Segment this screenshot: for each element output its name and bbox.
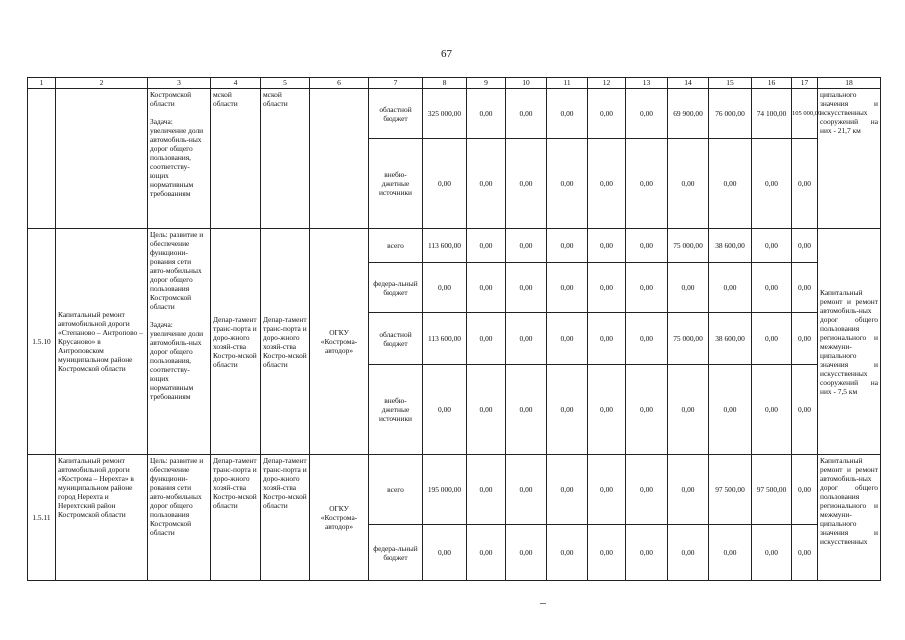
cell-value: 0,00 — [588, 139, 626, 229]
cell-value: 0,00 — [467, 89, 506, 139]
cell-value: 0,00 — [752, 525, 792, 581]
cell-value: 0,00 — [506, 89, 547, 139]
cell-value: 69 900,00 — [668, 89, 709, 139]
cell-value: 0,00 — [588, 313, 626, 365]
cell-source: всего — [369, 455, 423, 525]
cell-name: Капитальный ремонт автомобильной дороги «Кострома – Нерехта» в муниципальном районе город Нерехта и Нерехтский район Костромской области — [56, 455, 148, 581]
cell-value: 75 000,00 — [668, 229, 709, 263]
cell-value: 0,00 — [626, 229, 668, 263]
table-row — [28, 229, 881, 263]
cell-value: 0,00 — [668, 455, 709, 525]
cell-result: ципального значения и искусственных сооружений на них - 21,7 км — [818, 89, 881, 229]
cell-value: 0,00 — [506, 263, 547, 313]
col-header: 1 — [28, 78, 56, 89]
cell-value: 0,00 — [467, 525, 506, 581]
cell-value: 0,00 — [547, 455, 588, 525]
cell-value: 38 600,00 — [709, 229, 752, 263]
header-row — [28, 78, 881, 89]
cell-value: 0,00 — [547, 89, 588, 139]
table-row — [28, 89, 881, 139]
col-header: 8 — [423, 78, 467, 89]
cell-value: 0,00 — [626, 89, 668, 139]
cell-value: 97 500,00 — [752, 455, 792, 525]
col-header: 6 — [310, 78, 369, 89]
cell-value: 0,00 — [709, 365, 752, 455]
cell-value: 0,00 — [467, 365, 506, 455]
cell-participant — [310, 89, 369, 229]
cell-value: 0,00 — [467, 139, 506, 229]
cell-value: 195 000,00 — [423, 455, 467, 525]
cell-value: 0,00 — [467, 313, 506, 365]
cell-executor: мской области — [261, 89, 310, 229]
cell-source: всего — [369, 229, 423, 263]
cell-value: 0,00 — [709, 263, 752, 313]
cell-value: 0,00 — [588, 365, 626, 455]
cell-value: 0,00 — [792, 139, 818, 229]
cell-value: 0,00 — [792, 263, 818, 313]
cell-value: 0,00 — [423, 365, 467, 455]
cell-value: 0,00 — [547, 525, 588, 581]
cell-participant: ОГКУ «Костромa-автодор» — [310, 229, 369, 455]
cell-value: 0,00 — [467, 263, 506, 313]
cell-value: 0,00 — [547, 263, 588, 313]
cell-value: 0,00 — [752, 139, 792, 229]
cell-goal: Костромской области Задача: увеличение доли автомобиль-ных дорог общего пользования, соответству-ющих нормативным требованиям — [148, 89, 211, 229]
cell-value: 0,00 — [588, 455, 626, 525]
col-header: 10 — [506, 78, 547, 89]
col-header: 4 — [211, 78, 261, 89]
col-header: 16 — [752, 78, 792, 89]
cell-value: 0,00 — [588, 263, 626, 313]
cell-value: 0,00 — [467, 455, 506, 525]
cell-value: 0,00 — [423, 263, 467, 313]
program-table — [27, 77, 881, 581]
cell-value: 0,00 — [626, 263, 668, 313]
cell-name: Капитальный ремонт автомобильной дороги «Степаново – Антропово – Крусаново» в Антроповском муниципальном районе Костромской области — [56, 229, 148, 455]
cell-value: 0,00 — [709, 139, 752, 229]
col-header: 2 — [56, 78, 148, 89]
cell-coexecutor: Депар-тамент транс-порта и доро-жного хозяй-ства Костро-мской области — [211, 455, 261, 581]
col-header: 3 — [148, 78, 211, 89]
cell-source: федера-льный бюджет — [369, 525, 423, 581]
cell-value: 0,00 — [506, 455, 547, 525]
cell-name — [56, 89, 148, 229]
cell-source: областной бюджет — [369, 313, 423, 365]
cell-value: 0,00 — [506, 313, 547, 365]
cell-value: 0,00 — [792, 365, 818, 455]
cell-value: 0,00 — [752, 229, 792, 263]
cell-result: Капитальный ремонт и ремонт автомобиль-ных дорог общего пользования регионального и межмуни-ципального значения и искусственных сооружений на них - 7,5 км — [818, 229, 881, 455]
col-header: 13 — [626, 78, 668, 89]
cell-value: 0,00 — [792, 455, 818, 525]
cell-value: 0,00 — [752, 365, 792, 455]
cell-num — [28, 89, 56, 229]
col-header: 15 — [709, 78, 752, 89]
cell-value: 0,00 — [547, 139, 588, 229]
col-header: 18 — [818, 78, 881, 89]
cell-value: 0,00 — [668, 263, 709, 313]
cell-value: 0,00 — [752, 263, 792, 313]
cell-num: 1.5.10 — [28, 229, 56, 455]
cell-value: 0,00 — [588, 229, 626, 263]
cell-value: 0,00 — [668, 139, 709, 229]
cell-value: 0,00 — [588, 525, 626, 581]
cell-value: 0,00 — [792, 525, 818, 581]
cell-goal: Цель: развитие и обеспечение функциони-рования сети авто-мобильных дорог общего пользования Костромской области Задача: увеличение доли автомобиль-ных дорог общего пользования, соответству-ющих нормативным требованиям — [148, 229, 211, 455]
col-header: 5 — [261, 78, 310, 89]
cell-value: 74 100,00 — [752, 89, 792, 139]
cell-value: 0,00 — [668, 365, 709, 455]
cell-value: 0,00 — [423, 525, 467, 581]
cell-result: Капитальный ремонт и ремонт автомобиль-ных дорог общего пользования регионального и межмуни-ципального значения и искусственных — [818, 455, 881, 581]
col-header: 11 — [547, 78, 588, 89]
cell-value: 0,00 — [506, 229, 547, 263]
cell-executor: Депар-тамент транс-порта и доро-жного хозяй-ства Костро-мской области — [261, 229, 310, 455]
cell-value: 97 500,00 — [709, 455, 752, 525]
cell-value: 76 000,00 — [709, 89, 752, 139]
cell-value: 0,00 — [626, 139, 668, 229]
cell-value: 0,00 — [752, 313, 792, 365]
cell-value: 0,00 — [668, 525, 709, 581]
cell-value: 0,00 — [792, 229, 818, 263]
col-header: 14 — [668, 78, 709, 89]
cell-value: 0,00 — [506, 365, 547, 455]
cell-coexecutor: мской области — [211, 89, 261, 229]
table-row — [28, 455, 881, 525]
cell-value: 325 000,00 — [423, 89, 467, 139]
cell-value: 0,00 — [792, 313, 818, 365]
cell-value: 0,00 — [626, 365, 668, 455]
cell-value: 0,00 — [709, 525, 752, 581]
scan-mark — [540, 603, 546, 604]
cell-value: 75 000,00 — [668, 313, 709, 365]
cell-num: 1.5.11 — [28, 455, 56, 581]
cell-value: 0,00 — [626, 525, 668, 581]
cell-source: областной бюджет — [369, 89, 423, 139]
cell-value: 0,00 — [547, 365, 588, 455]
cell-participant: ОГКУ «Костромa-автодор» — [310, 455, 369, 581]
cell-value: 0,00 — [506, 525, 547, 581]
col-header: 12 — [588, 78, 626, 89]
cell-value: 38 600,00 — [709, 313, 752, 365]
cell-value: 0,00 — [423, 139, 467, 229]
col-header: 17 — [792, 78, 818, 89]
cell-value: 0,00 — [467, 229, 506, 263]
cell-value: 0,00 — [588, 89, 626, 139]
cell-coexecutor: Депар-тамент транс-порта и доро-жного хозяй-ства Костро-мской области — [211, 229, 261, 455]
page-number: 67 — [441, 48, 452, 60]
cell-value: 105 000,00 — [792, 89, 818, 139]
cell-value: 0,00 — [626, 313, 668, 365]
cell-value: 113 600,00 — [423, 229, 467, 263]
cell-value: 113 600,00 — [423, 313, 467, 365]
col-header: 9 — [467, 78, 506, 89]
cell-source: внебю-джетные источники — [369, 139, 423, 229]
cell-value: 0,00 — [506, 139, 547, 229]
cell-goal: Цель: развитие и обеспечение функциони-рования сети авто-мобильных дорог общего пользования Костромской области — [148, 455, 211, 581]
cell-source: федера-льный бюджет — [369, 263, 423, 313]
cell-value: 0,00 — [626, 455, 668, 525]
cell-executor: Депар-тамент транс-порта и доро-жного хозяй-ства Костро-мской области — [261, 455, 310, 581]
col-header: 7 — [369, 78, 423, 89]
cell-value: 0,00 — [547, 313, 588, 365]
cell-source: внебю-джетные источники — [369, 365, 423, 455]
cell-value: 0,00 — [547, 229, 588, 263]
